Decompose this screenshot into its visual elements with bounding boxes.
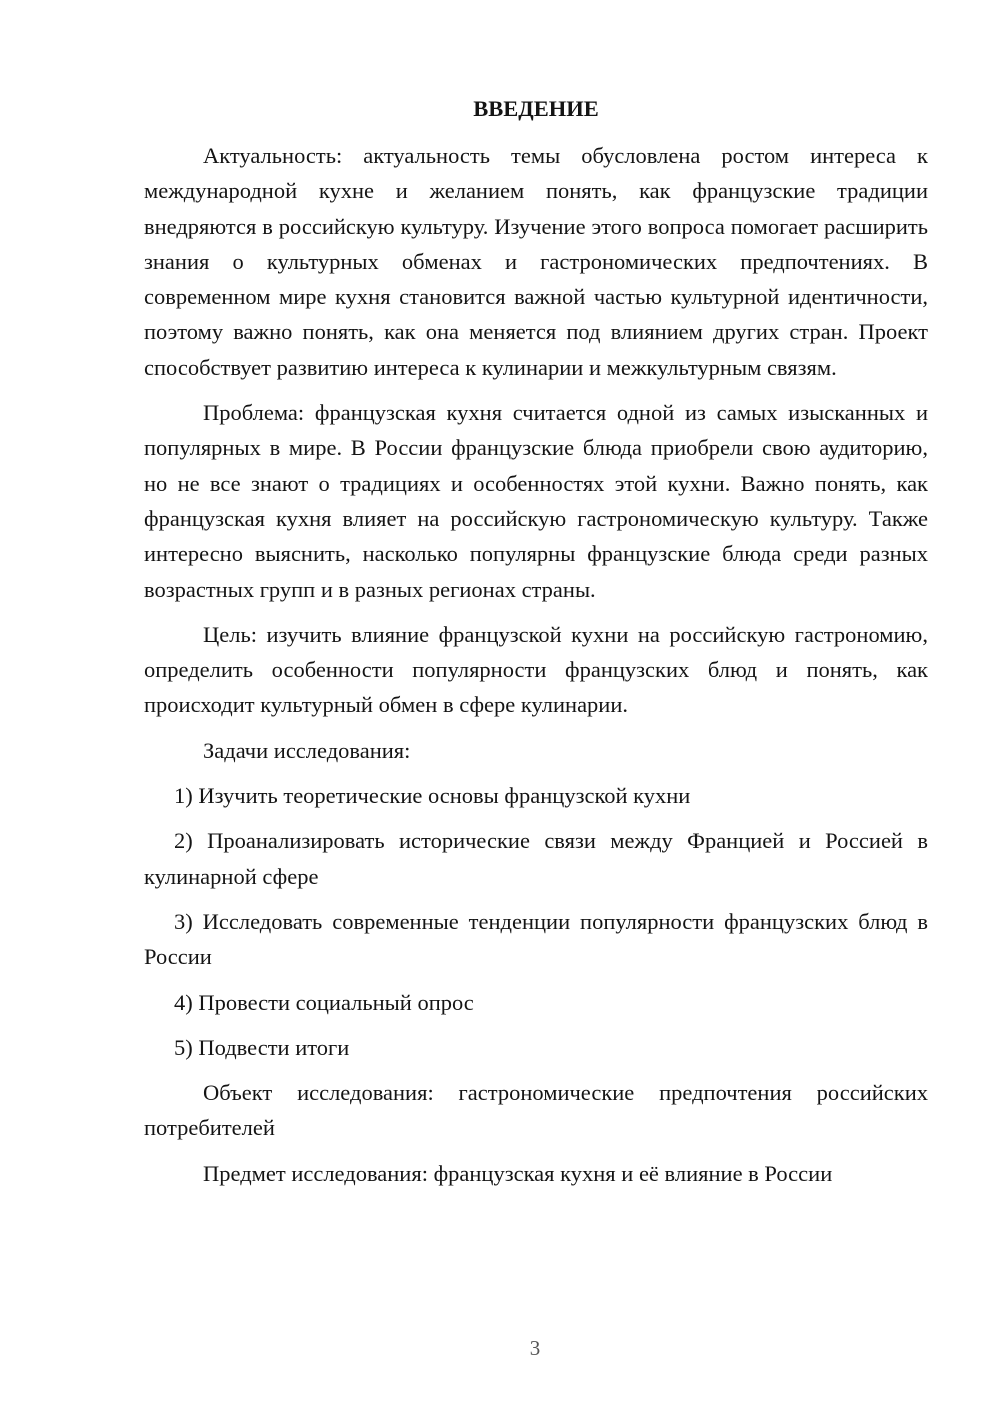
paragraph-problem: Проблема: французская кухня считается одной из самых изысканных и популярных в мире. В России французские блюда приобрели свою аудиторию, но не все знают о традициях и особенностях этой кухни. Важно понять, как французская кухня влияет на российскую гастрономическую культуру. Также интересно выяснить, насколько популярны французские блюда среди разных возрастных групп и в разных регионах страны.	[144, 400, 928, 602]
page-content	[144, 91, 928, 1201]
page-number: 3	[529, 1336, 541, 1360]
task-item: 5) Подвести итоги	[174, 1034, 350, 1060]
task-item: 4) Провести социальный опрос	[174, 989, 474, 1015]
paragraph-relevance: Актуальность: актуальность темы обусловлена ростом интереса к международной кухне и желанием понять, как французские традиции внедряются в российскую культуру. Изучение этого вопроса помогает расширить знания о культурных обменах и гастрономических предпочтениях. В современном мире кухня становится важной частью культурной идентичности, поэтому важно понять, как она меняется под влиянием других стран. Проект способствует развитию интереса к кулинарии и межкультурным связям.	[144, 143, 928, 380]
section-title: ВВЕДЕНИЕ	[473, 96, 599, 121]
paragraph-tasks-heading: Задачи исследования:	[203, 737, 411, 763]
task-item: 2) Проанализировать исторические связи между Францией и Россией в кулинарной сфере	[144, 828, 928, 889]
paragraph-subject: Предмет исследования: французская кухня и её влияние в России	[203, 1160, 833, 1186]
paragraph-object: Объект исследования: гастрономические предпочтения российских потребителей	[144, 1080, 928, 1141]
paragraph-goal: Цель: изучить влияние французской кухни на российскую гастрономию, определить особенности популярности французских блюд и понять, как происходит культурный обмен в сфере кулинарии.	[144, 621, 928, 718]
task-item: 1) Изучить теоретические основы французской кухни	[174, 783, 691, 809]
task-item: 3) Исследовать современные тенденции популярности французских блюд в России	[144, 908, 928, 970]
